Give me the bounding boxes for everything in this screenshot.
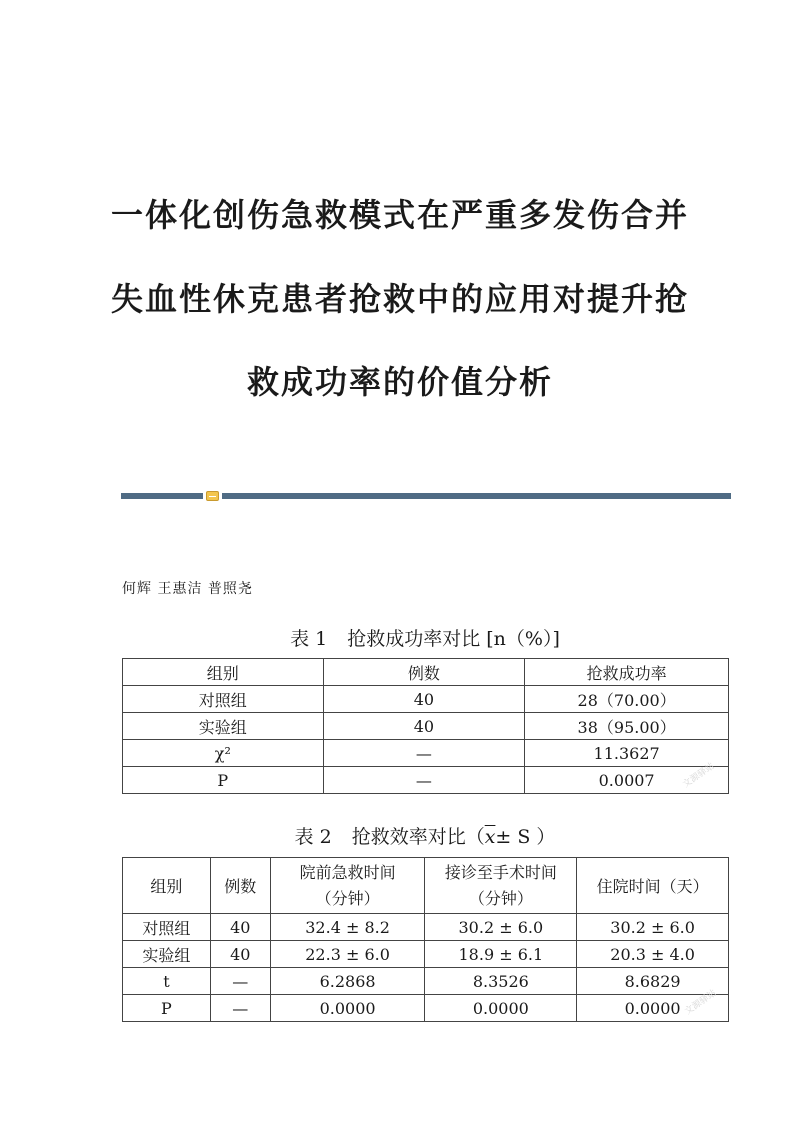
table-cell: 0.0007 bbox=[525, 767, 729, 794]
table-row bbox=[123, 914, 729, 941]
table-cell: 40 bbox=[210, 941, 270, 968]
table-cell: 28（70.00） bbox=[525, 686, 729, 713]
header-line: 院前急救时间 bbox=[299, 862, 396, 882]
table-cell: 0.0000 bbox=[577, 995, 729, 1022]
header-cell: 组别 bbox=[123, 858, 211, 914]
table1-caption-text: 抢救成功率对比 [n（%）] bbox=[347, 628, 560, 650]
table-cell: 40 bbox=[323, 713, 525, 740]
table-cell: 对照组 bbox=[123, 686, 324, 713]
header-cell: 住院时间（天） bbox=[577, 858, 729, 914]
table-cell: 实验组 bbox=[123, 713, 324, 740]
header-cell bbox=[425, 858, 577, 914]
table-cell: 30.2 ± 6.0 bbox=[577, 914, 729, 941]
table-cell: 22.3 ± 6.0 bbox=[270, 941, 425, 968]
table-cell: P bbox=[123, 995, 211, 1022]
table-cell: — bbox=[210, 995, 270, 1022]
header-cell: 例数 bbox=[210, 858, 270, 914]
table-cell: P bbox=[123, 767, 324, 794]
table-cell: 40 bbox=[210, 914, 270, 941]
table-cell: 11.3627 bbox=[525, 740, 729, 767]
table2-caption-prefix: 抢救效率对比（ bbox=[351, 826, 485, 848]
watermark: 文源驿站 bbox=[681, 761, 717, 791]
document-title-line-1: 一体化创伤急救模式在严重多发伤合并 bbox=[110, 196, 689, 234]
document-title-line-3: 救成功率的价值分析 bbox=[246, 363, 553, 401]
table-cell: 18.9 ± 6.1 bbox=[425, 941, 577, 968]
table1-caption-number: 表 1 bbox=[290, 628, 328, 650]
table-row bbox=[123, 968, 729, 995]
author-list: 何辉 王惠洁 普照尧 bbox=[122, 581, 253, 597]
table-cell: — bbox=[210, 968, 270, 995]
divider-bar-right bbox=[222, 493, 731, 499]
table-row bbox=[123, 941, 729, 968]
table-cell: 实验组 bbox=[123, 941, 211, 968]
table-cell: — bbox=[323, 740, 525, 767]
table-cell: 20.3 ± 4.0 bbox=[577, 941, 729, 968]
table-cell: 6.2868 bbox=[270, 968, 425, 995]
document-title-line-2: 失血性休克患者抢救中的应用对提升抢 bbox=[110, 280, 689, 318]
table1-caption bbox=[0, 624, 800, 651]
table-row bbox=[123, 767, 729, 794]
header-cell: 组别 bbox=[123, 659, 324, 686]
header-cell bbox=[270, 858, 425, 914]
table-cell: 0.0000 bbox=[270, 995, 425, 1022]
header-cell: 抢救成功率 bbox=[525, 659, 729, 686]
table-cell: 对照组 bbox=[123, 914, 211, 941]
watermark: 文源驿站 bbox=[683, 988, 719, 1018]
success-rate-table bbox=[122, 658, 729, 794]
table-cell: — bbox=[323, 767, 525, 794]
header-line: （分钟） bbox=[315, 888, 380, 908]
table-header-row bbox=[123, 659, 729, 686]
table-cell: 38（95.00） bbox=[525, 713, 729, 740]
table-cell: 30.2 ± 6.0 bbox=[425, 914, 577, 941]
header-cell: 例数 bbox=[323, 659, 525, 686]
table-header-row bbox=[123, 858, 729, 914]
mean-symbol: $\overline{x}$ bbox=[484, 826, 496, 848]
table-cell: 32.4 ± 8.2 bbox=[270, 914, 425, 941]
table-cell: t bbox=[123, 968, 211, 995]
table-cell: 0.0000 bbox=[425, 995, 577, 1022]
table-cell: χ² bbox=[123, 740, 324, 767]
table-cell: 8.3526 bbox=[425, 968, 577, 995]
table-cell: 8.6829 bbox=[577, 968, 729, 995]
table-row bbox=[123, 995, 729, 1022]
table-row bbox=[123, 713, 729, 740]
table-cell: 40 bbox=[323, 686, 525, 713]
table-row bbox=[123, 740, 729, 767]
header-line: 接诊至手术时间 bbox=[444, 862, 557, 882]
table2-caption-number: 表 2 bbox=[294, 826, 332, 848]
table2-caption bbox=[0, 822, 800, 849]
header-line: （分钟） bbox=[468, 888, 533, 908]
table-row bbox=[123, 686, 729, 713]
table2-caption-suffix: ± S ） bbox=[495, 826, 556, 848]
divider-bar-left bbox=[121, 493, 203, 499]
rescue-efficiency-table bbox=[122, 857, 729, 1022]
document-icon bbox=[206, 491, 219, 501]
